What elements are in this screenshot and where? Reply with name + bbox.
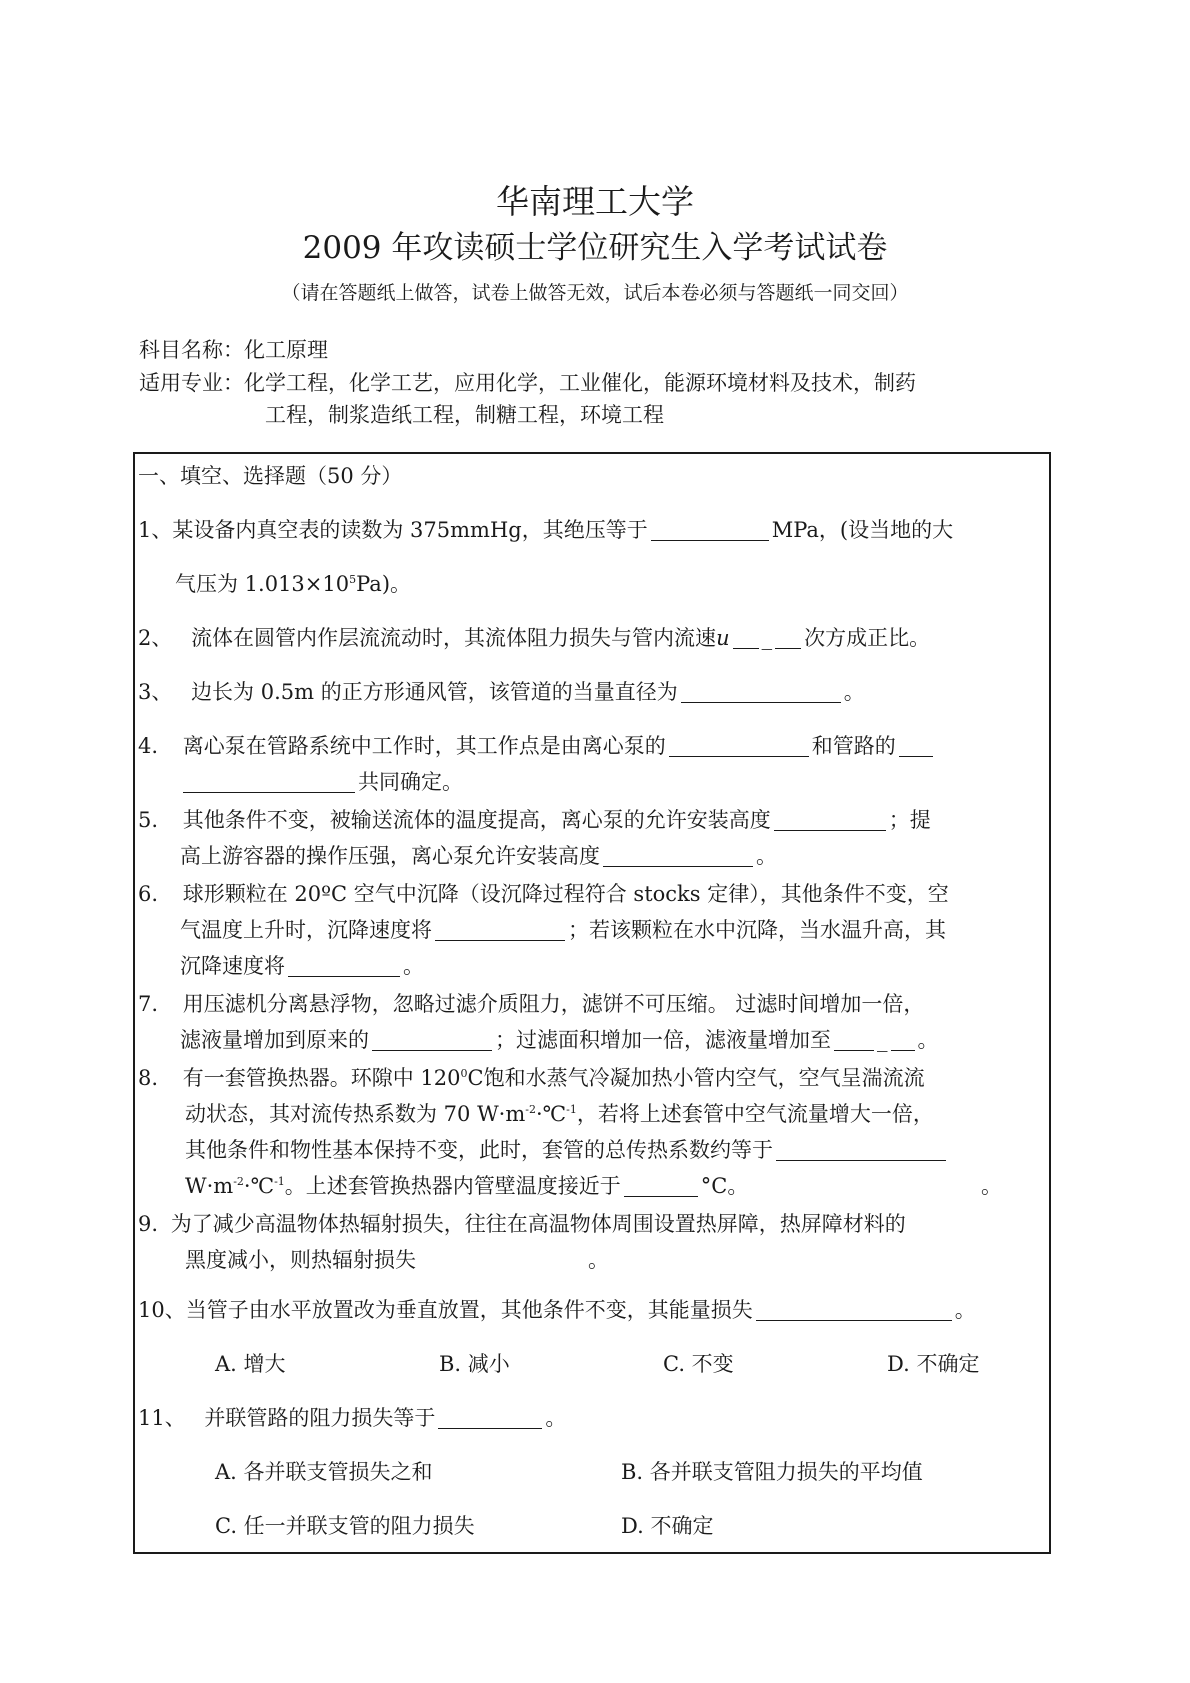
question-3: 3、 边长为 0.5m 的正方形通风管，该管道的当量直径为 。: [138, 680, 865, 704]
answer-blank: [756, 1298, 952, 1321]
question-1-line2: 气压为 $1.013\times 10^5Pa$)。: [175, 572, 412, 596]
question-8-line4: $W\cdot m^{-2}\cdot℃^{-1}$。上述套管换热器内管壁温度接近于 °C。: [185, 1174, 749, 1198]
q10-option-a: A. 增大: [215, 1352, 286, 1376]
question-5-line2: 高上游容器的操作压强，离心泵允许安装高度 。: [180, 844, 777, 868]
majors-list-line1: 化学工程，化学工艺，应用化学，工业催化，能源环境材料及技术，制药: [244, 371, 916, 395]
answer-blank: [681, 680, 841, 703]
question-4-line2: 共同确定。: [180, 766, 463, 796]
section-heading: 一、填空、选择题（50 分）: [138, 464, 403, 488]
majors-list-line2: 工程，制浆造纸工程，制糖工程，环境工程: [265, 403, 664, 427]
answer-blank: [775, 626, 801, 649]
question-8-line3: 其他条件和物性基本保持不变，此时，套管的总传热系数约等于: [185, 1134, 949, 1164]
question-9: 9. 为了减少高温物体热辐射损失，往往在高温物体周围设置热屏障，热屏障材料的: [138, 1212, 906, 1236]
q11-option-b: B. 各并联支管阻力损失的平均值: [621, 1460, 923, 1484]
question-5: 5. 其他条件不变，被输送流体的温度提高，离心泵的允许安装高度 ；提: [138, 808, 931, 832]
question-1: 1、某设备内真空表的读数为 375mmHg，其绝压等于 MPa，(设当地的大: [138, 518, 954, 542]
answer-blank: [834, 1028, 874, 1051]
question-7-line2: 滤液量增加到原来的 ；过滤面积增加一倍，滤液量增加至 _ 。: [180, 1028, 939, 1052]
question-8: 8. 有一套管换热器。环隙中 $120^0C$饱和水蒸气冷凝加热小管内空气，空气呈湍流流: [138, 1066, 925, 1090]
q11-option-c: C. 任一并联支管的阻力损失: [215, 1514, 475, 1538]
answer-blank: [624, 1174, 698, 1197]
majors-line: [139, 367, 916, 397]
question-4: 4. 离心泵在管路系统中工作时，其工作点是由离心泵的 和管路的: [138, 730, 936, 760]
answer-blank: [603, 844, 753, 867]
blank-mark: _: [761, 626, 773, 650]
question-6-line2: 气温度上升时，沉降速度将 ；若该颗粒在水中沉降，当水温升高，其: [180, 918, 946, 942]
question-6: 6. 球形颗粒在 20ºC 空气中沉降（设沉降过程符合 stocks 定律），其他条件不变，空: [138, 882, 949, 906]
question-7: 7. 用压滤机分离悬浮物，忽略过滤介质阻力，滤饼不可压缩。 过滤时间增加一倍，: [138, 992, 925, 1016]
question-6-line3: 沉降速度将 。: [180, 954, 424, 978]
answer-blank: [669, 734, 809, 757]
question-8-line2: 动状态，其对流传热系数为 70 $W\cdot m^{-2}\cdot℃^{-1}$，若将上述套管中空气流量增大一倍，: [185, 1102, 934, 1126]
q10-option-d: D. 不确定: [887, 1352, 980, 1376]
q11-option-d: D. 不确定: [621, 1514, 714, 1538]
subject-line: [139, 334, 328, 364]
answer-blank: [435, 918, 565, 941]
answer-blank: [183, 770, 355, 793]
question-10: 10、当管子由水平放置改为垂直放置，其他条件不变，其能量损失 。: [138, 1298, 976, 1322]
q10-option-c: C. 不变: [663, 1352, 734, 1376]
answer-blank: [891, 1028, 915, 1051]
question-box: [133, 452, 1051, 1554]
answer-blank: [733, 626, 759, 649]
q10-option-b: B. 减小: [439, 1352, 510, 1376]
majors-label: 适用专业：: [139, 371, 244, 395]
question-2: 2、 流体在圆管内作层流流动时，其流体阻力损失与管内流速u _ 次方成正比。: [138, 626, 931, 650]
question-11: 11、 并联管路的阻力损失等于 。: [138, 1406, 567, 1430]
blank-mark: _: [877, 1028, 888, 1052]
question-9-line2: 黑度减小，则热辐射损失 。: [185, 1248, 609, 1272]
stray-dot: 。: [981, 1174, 1002, 1198]
subject-label: 科目名称：: [139, 338, 244, 362]
exam-instruction: （请在答题纸上做答，试卷上做答无效，试后本卷必须与答题纸一同交回）: [281, 282, 909, 304]
university-title: 华南理工大学: [496, 182, 694, 221]
q11-option-a: A. 各并联支管损失之和: [215, 1460, 433, 1484]
answer-blank: [899, 734, 933, 757]
answer-blank: [288, 954, 400, 977]
answer-blank: [651, 518, 769, 541]
answer-blank: [774, 808, 886, 831]
answer-blank: [438, 1406, 542, 1429]
exam-title: 2009 年攻读硕士学位研究生入学考试试卷: [302, 230, 888, 266]
answer-blank: [372, 1028, 492, 1051]
subject-name: 化工原理: [244, 338, 328, 362]
answer-blank: [776, 1138, 946, 1161]
